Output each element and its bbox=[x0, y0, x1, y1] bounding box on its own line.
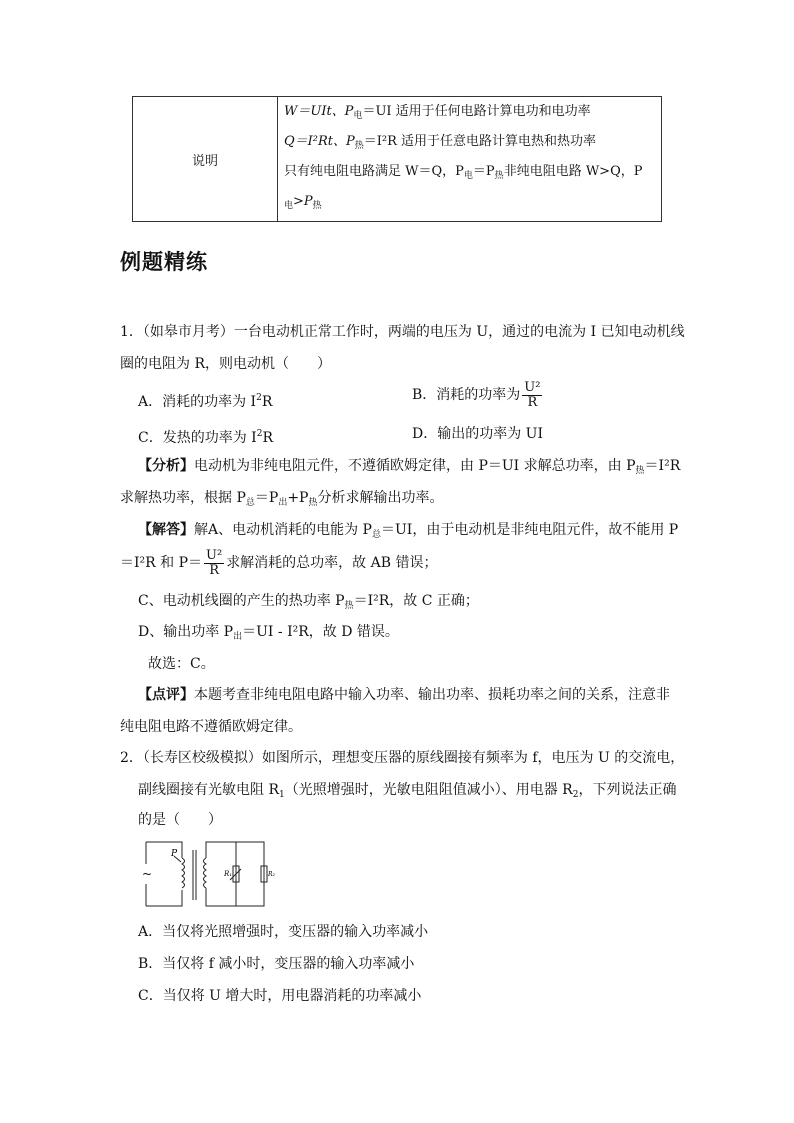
table-line-2: Q＝I²Rt、$P_热=I^2R$ 适用于任意电路计算电热和热功率 bbox=[284, 134, 597, 151]
q2-stem-line1: 2．（长寿区校级模拟）如图所示，理想变压器的原线圈接有频率为 f，电压为 U 的交流电， bbox=[120, 750, 685, 766]
primary-wire-bottom bbox=[146, 890, 182, 906]
r2-label: R₂ bbox=[268, 871, 275, 878]
q1-answer-line3: C、电动机线圈的产生的热功率 $P_热=I^2R$，故 C 正确； bbox=[138, 593, 479, 611]
q1-answer-line1: 【解答】解A、电动机消耗的电能为 $P_总=UI$，由于电动机是非纯电阻元件，故不能用 P bbox=[138, 522, 679, 540]
q1-stem-line1: 1．（如皋市月考）一台电动机正常工作时，两端的电压为 U，通过的电流为 I 已知电动机线 bbox=[120, 324, 685, 340]
q1-answer-line2: ＝I²R 和 P＝ $\frac{\text{U²}}{R}$ 求解消耗的总功率，故 AB 错误； bbox=[120, 547, 438, 578]
q1-comment-line2: 纯电阻电路不遵循欧姆定律。 bbox=[120, 719, 302, 735]
ac-source-symbol: ~ bbox=[142, 867, 153, 881]
table-line-1: W＝UIt、$P_电=UI$ 适用于任何电路计算电功和电功率 bbox=[284, 104, 591, 121]
q2-option-b: B．当仅将 f 减小时，变压器的输入功率减小 bbox=[138, 956, 415, 972]
section-title: 例题精练 bbox=[120, 250, 208, 274]
q2-stem-line3: 的是（ ） bbox=[138, 812, 222, 828]
primary-coil bbox=[182, 858, 185, 888]
p-label: P bbox=[171, 849, 178, 859]
table-label: 说明 bbox=[133, 97, 278, 222]
q1-option-b: B．消耗的功率为 $\frac{\text{U²}}{R}$ bbox=[412, 379, 541, 410]
q1-choice: 故选：C。 bbox=[148, 656, 215, 672]
q2-option-a: A．当仅将光照增强时，变压器的输入功率减小 bbox=[138, 924, 429, 940]
table-content bbox=[278, 97, 662, 222]
q1-option-d: D．输出的功率为 UI bbox=[412, 426, 544, 442]
secondary-wires bbox=[206, 842, 264, 906]
q2-option-c: C．当仅将 U 增大时，用电器消耗的功率减小 bbox=[138, 988, 422, 1004]
q1-option-a: A．消耗的功率为 $I^2R$ bbox=[138, 393, 273, 410]
q1-stem-line2: 圈的电阻为 R，则电动机（ ） bbox=[120, 356, 331, 372]
r1-label: R₁ bbox=[224, 870, 233, 878]
q1-comment-line1: 【点评】本题考查非纯电阻电路中输入功率、输出功率、损耗功率之间的关系，注意非 bbox=[138, 687, 670, 703]
q1-answer-line4: D、输出功率 $P_出=UI - I^2R$，故 D 错误。 bbox=[138, 624, 399, 642]
table-line-4: $_电>P_热$ bbox=[284, 194, 322, 211]
table-line-3: 只有纯电阻电路满足 W＝Q，$P_电=P_热$非纯电阻电路 W>Q，P bbox=[284, 164, 643, 181]
transformer-circuit-diagram bbox=[140, 838, 275, 912]
q1-analysis-line2: 求解热功率，根据 $P_总=P_出+P_热$分析求解输出功率。 bbox=[120, 490, 444, 508]
q1-option-c: C．发热的功率为 $I^2R$ bbox=[138, 429, 273, 446]
explanation-table bbox=[132, 96, 662, 222]
secondary-coil bbox=[204, 858, 207, 888]
q1-analysis-line1: 【分析】电动机为非纯电阻元件，不遵循欧姆定律，由 P＝UI 求解总功率，由 $P_热=I^2R$ bbox=[138, 458, 681, 476]
q2-stem-line2: 副线圈接有光敏电阻 $R_1$（光照增强时，光敏电阻阻值减小）、用电器 $R_2$，下列说法正确 bbox=[138, 782, 677, 800]
